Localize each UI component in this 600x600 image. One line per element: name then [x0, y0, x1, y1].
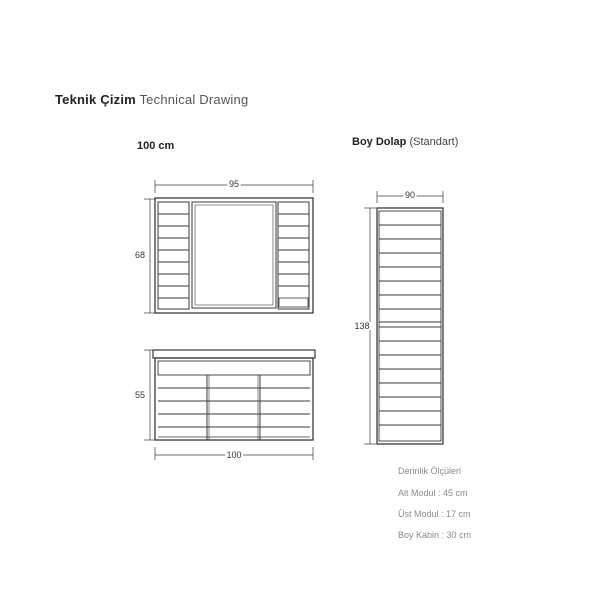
- dim-tall-height: 138: [354, 321, 370, 331]
- depth-item-lower: Alt Modul : 45 cm: [398, 488, 468, 498]
- dim-upper-width: 95: [228, 179, 240, 189]
- dim-lower-width: 100: [226, 450, 242, 460]
- dim-tall-width: 90: [404, 190, 416, 200]
- right-set-label-bold: Boy Dolap: [352, 136, 407, 148]
- dim-upper-height: 68: [134, 250, 146, 260]
- title-light: Technical Drawing: [139, 92, 249, 107]
- lower-cabinet: [144, 350, 315, 460]
- right-set-label-light: (Standart): [409, 136, 459, 148]
- depth-item-tall: Boy Kabin : 30 cm: [398, 530, 472, 540]
- title-bold: Teknik Çizim: [55, 92, 136, 107]
- dim-lower-height: 55: [134, 390, 146, 400]
- upper-cabinet: [144, 180, 313, 313]
- depth-item-upper: Üst Modul : 17 cm: [398, 509, 471, 519]
- tall-cabinet: [364, 191, 443, 444]
- depth-heading: Derinlik Ölçüleri: [398, 466, 462, 476]
- left-set-label: 100 cm: [137, 140, 175, 152]
